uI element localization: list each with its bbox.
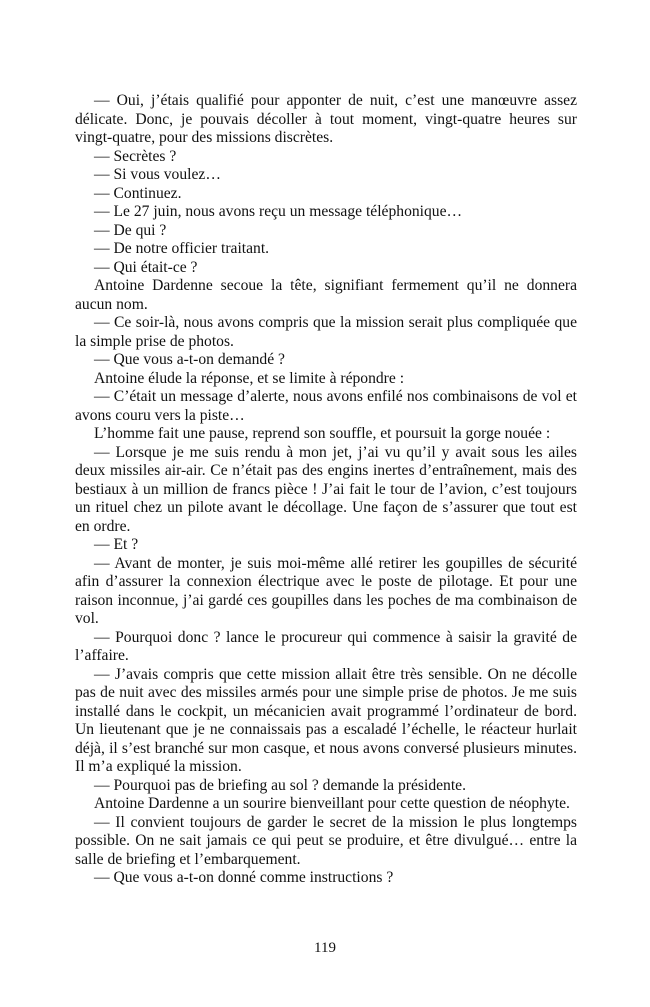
paragraph: — Que vous a-t-on donné comme instructions ? <box>94 869 394 886</box>
paragraph: — De qui ? <box>94 221 167 239</box>
paragraph: — Que vous a-t-on demandé ? <box>94 351 285 368</box>
paragraph: L’homme fait une pause, reprend son souffle, et poursuit la gorge nouée : <box>94 425 551 442</box>
page-body <box>75 92 577 888</box>
paragraph: — Avant de monter, je suis moi-même allé retirer les goupilles de sécurité afin d’assurer la connexion électrique avec le poste de pilotage. Et pour une raison inconnue, j’ai gardé ces goupilles dans les poches de ma combinaison de vol. <box>75 554 577 627</box>
paragraph: — C’était un message d’alerte, nous avons enfilé nos combinaisons de vol et avons couru vers la piste… <box>75 388 577 424</box>
paragraph: — Si vous voulez… <box>94 166 221 183</box>
paragraph: — J’avais compris que cette mission allait être très sensible. On ne décolle pas de nuit avec des missiles armés pour une simple prise de photos. Je me suis installé dans le cockpit, un mécanicien avait programmé l’ordinateur de bord. Un lieutenant que je ne connaissais pas a escaladé l’échelle, le réacteur hurlait déjà, il s’est branché sur mon casque, et nous avons conversé plusieurs minutes. Il m’a expliqué la mission. <box>75 665 577 775</box>
paragraph: — Et ? <box>94 536 139 553</box>
paragraph: — Pourquoi pas de briefing au sol ? demande la présidente. <box>94 776 466 794</box>
paragraph: — Il convient toujours de garder le secret de la mission le plus longtemps possible. On ne sait jamais ce qui peut se produire, et être divulgué… entre la salle de briefing et l’embarquement. <box>75 813 577 868</box>
paragraph: Antoine élude la réponse, et se limite à répondre : <box>94 369 405 387</box>
paragraph: — Lorsque je me suis rendu à mon jet, j’ai vu qu’il y avait sous les ailes deux missiles air-air. Ce n’était pas des engins inertes d’entraînement, mais des bestiaux à un million de francs pièce ! J’ai fait le tour de l’avion, c’est toujours un rituel chez un pilote avant le décollage. Une façon de s’assurer que tout est en ordre. <box>75 443 577 535</box>
paragraph: — Continuez. <box>94 184 182 202</box>
paragraph: Antoine Dardenne a un sourire bienveillant pour cette question de néophyte. <box>94 795 570 812</box>
paragraph: — Qui était-ce ? <box>94 258 198 276</box>
paragraph: — Ce soir-là, nous avons compris que la mission serait plus compliquée que la simple prise de photos. <box>75 314 577 350</box>
paragraph: — Oui, j’étais qualifié pour apponter de nuit, c’est une manœuvre assez délicate. Donc, je pouvais décoller à tout moment, vingt-quatre heures sur vingt-quatre, pour des missions discrètes. <box>75 92 577 146</box>
page-number: 119 <box>314 940 336 956</box>
paragraph: — Pourquoi donc ? lance le procureur qui commence à saisir la gravité de l’affaire. <box>75 628 577 664</box>
paragraph: — De notre officier traitant. <box>94 240 270 257</box>
paragraph: — Secrètes ? <box>94 147 177 165</box>
paragraph: Antoine Dardenne secoue la tête, signifiant fermement qu’il ne donnera aucun nom. <box>75 277 577 313</box>
paragraph: — Le 27 juin, nous avons reçu un message téléphonique… <box>94 203 463 220</box>
